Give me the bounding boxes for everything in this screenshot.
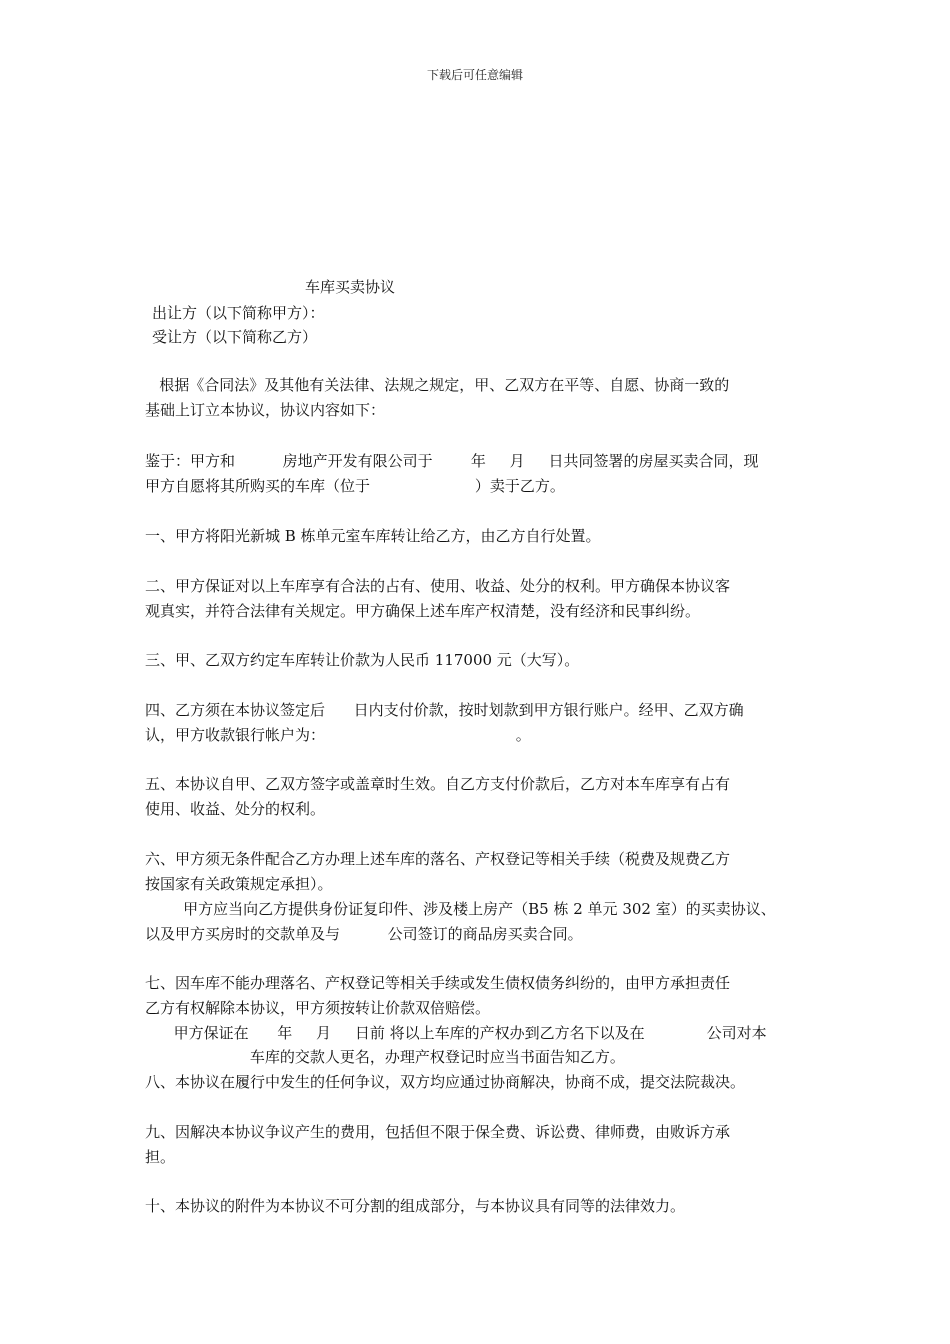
preamble-line: 根据《合同法》及其他有关法律、法规之规定，甲、乙双方在平等、自愿、协商一致的 [145,376,730,394]
clause-2-line: 观真实，并符合法律有关规定。甲方确保上述车库产权清楚，没有经济和民事纠纷。 [145,602,701,620]
document-title: 车库买卖协议 [305,278,396,296]
clause-6-line: 六、甲方须无条件配合乙方办理上述车库的落名、产权登记等相关手续（税费及规费乙方 [145,850,731,868]
clause-4-line: 认，甲方收款银行帐户为： 。 [145,726,531,744]
clause-8: 八、本协议在履行中发生的任何争议，双方均应通过协商解决，协商不成，提交法院裁决。 [145,1073,746,1091]
clause-6-line: 以及甲方买房时的交款单及与 公司签订的商品房买卖合同。 [145,925,583,943]
seller-party-line: 出让方（以下简称甲方）： [152,304,325,322]
buyer-party-line: 受让方（以下简称乙方） [152,328,318,346]
whereas-line: 甲方自愿将其所购买的车库（位于 ）卖于乙方。 [145,477,565,495]
clause-4-line: 四、乙方须在本协议签定后 日内支付价款，按时划款到甲方银行账户。经甲、乙双方确 [145,701,744,719]
preamble-line: 基础上订立本协议，协议内容如下： [145,401,386,419]
clause-7-line: 甲方保证在 年 月 日前 将以上车库的产权办到乙方名下以及在 公司对本 [145,1024,767,1042]
clause-6-line: 按国家有关政策规定承担）。 [145,875,333,893]
clause-9-line: 担。 [145,1148,176,1166]
clause-7-line: 乙方有权解除本协议，甲方须按转让价款双倍赔偿。 [145,999,491,1017]
clause-1: 一、甲方将阳光新城 B 栋单元室车库转让给乙方，由乙方自行处置。 [145,527,601,545]
page-header: 下载后可任意编辑 [426,68,523,82]
clause-7-line: 七、因车库不能办理落名、产权登记等相关手续或发生债权债务纠纷的，由甲方承担责任 [145,974,731,992]
clause-10: 十、本协议的附件为本协议不可分割的组成部分，与本协议具有同等的法律效力。 [145,1197,686,1215]
clause-3: 三、甲、乙双方约定车库转让价款为人民币 117000 元（大写）。 [145,651,580,669]
clause-2-line: 二、甲方保证对以上车库享有合法的占有、使用、收益、处分的权利。甲方确保本协议客 [145,577,731,595]
clause-6-line: 甲方应当向乙方提供身份证复印件、涉及楼上房产（B5 栋 2 单元 302 室）的买卖协议、 [145,900,776,918]
clause-5-line: 使用、收益、处分的权利。 [145,800,326,818]
whereas-line: 鉴于：甲方和 房地产开发有限公司于 年 月 日共同签署的房屋买卖合同，现 [145,452,759,470]
clause-9-line: 九、因解决本协议争议产生的费用，包括但不限于保全费、诉讼费、律师费，由败诉方承 [145,1123,731,1141]
clause-5-line: 五、本协议自甲、乙双方签字或盖章时生效。自乙方支付价款后，乙方对本车库享有占有 [145,775,731,793]
clause-7-line: 车库的交款人更名，办理产权登记时应当书面告知乙方。 [145,1048,625,1066]
